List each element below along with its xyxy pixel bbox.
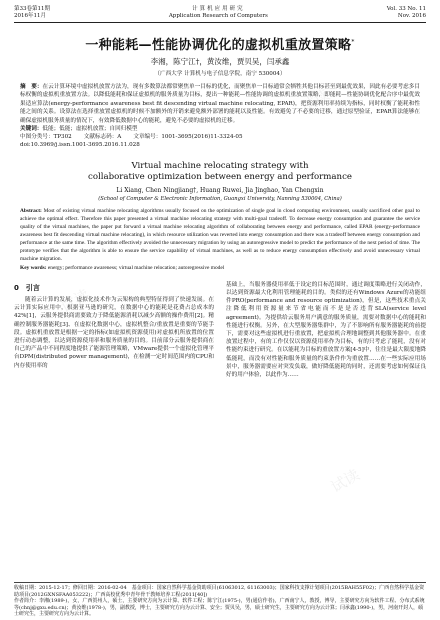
- title-footnote-mark: *: [351, 38, 355, 46]
- volume-issue-en: Vol. 33 No. 11: [386, 6, 426, 12]
- author-list: 李湘，陈宁江†，黄汝维，贾贝吴，闫承鑫: [150, 57, 290, 66]
- footnotes: [14, 582, 426, 618]
- running-header: [14, 6, 426, 20]
- article-number: 文章编号：1001-3695(2016)11-3324-05: [133, 134, 243, 141]
- issue-date-en: Nov. 2016: [397, 13, 426, 19]
- title-text: 一种能耗—性能协调优化的虚拟机重放置策略: [85, 38, 352, 53]
- watermark: 试读: [327, 465, 363, 497]
- english-title-line1: Virtual machine relocating strategy with: [131, 161, 309, 172]
- english-authors: Li Xiang, Chen Ningjiang†, Huang Ruwei, Jia Jinghao, Yan Chengxin: [116, 187, 324, 195]
- keywords-en: [20, 265, 420, 273]
- keywords-en-text: energy; performance awareness; virtual machine relocation; autoregressive model: [47, 264, 225, 271]
- abstract-en-label: Abstract:: [20, 208, 42, 215]
- affiliation: （广西大学 计算机与电子信息学院，南宁 530004）: [154, 71, 286, 77]
- keywords-cn-text: 低能；低能；虚拟机放置；自回归模型: [42, 126, 138, 133]
- classification-meta: [20, 133, 420, 141]
- document-code: 文献标志码：A: [83, 134, 122, 141]
- journal-name-en: Application Research of Computers: [168, 13, 268, 19]
- intro-paragraph-continued: 基础上，当服务器使用率低于设定的目标范围时，通过调度策略进行关闭动作，以达到资源最大化利用管理能耗的目的。类似的还有Windows Azure的功能组件PRO(performance and resource optimization)，但是，这些技术重点关注降低利用资源量来节省电能而不是是否违背SLA(service level agreement)。为提供给云服务用户满意的服务质量，需要对数据中心的能耗和性能进行权衡。另外，在大型服务器集群中，为了不影响所有服务器能耗的前提下，需要对这些虚拟机进行重放置，把虚拟机合理地调整到其他服务器中。在重放置过程中，有的工作仅仅以资源使用率作为目标，有的只考虑了能耗，没有对性能约束进行研究。在以能耗为目标的重放置方案[4-5]中，往往是最大限度地降低能耗，而没有对性能和服务质量的约束条件作为重放置……在一些实际应用场景中，服务器需要应对突发负载，做好降低能耗的同时，还需要考虑如何保证良好的用户体验，以此作为……: [226, 281, 426, 378]
- body-column-left: [14, 281, 214, 379]
- abstract-cn: [20, 83, 420, 125]
- doi: doi:10.3969/j.issn.1001-3695.2016.11.028: [20, 142, 140, 149]
- footnote-authors: 作者简介：李湘(1989-)，女，广西贺州人，硕士，主要研究方向为云计算、软件工程；陈宁江(1975-)，男(通信作者)，广西南宁人，教授，博导，主要研究方向为软件工程、分布式系统等(chnj@gxu.edu.cn)；黄汝维(1978-)，男，副教授，博士，主要研究方向为云计算、安全；贾贝吴，男，硕士研究生，主要研究方向为云计算；闫承鑫(1990-)，男，河南开封人，硕士研究生，主要研究方向为云计算。: [14, 598, 425, 618]
- abstract-cn-label: 摘 要：: [20, 84, 43, 90]
- english-title: [14, 161, 426, 183]
- footnote-dates-funding: 收稿日期：2015-12-17；修回日期：2016-02-04 基金项目：国家自然科学基金资助项目(61063012, 61163003)；国家科技支撑计划项目(2015BAH55F02)；广西自然科学基金资助项目(2012GXNSFAA053222)；广西高校优秀中青年骨干教师培养工程(2011[40]): [14, 585, 425, 598]
- issue-date: 2016年11月: [14, 13, 46, 19]
- header-center: [169, 6, 268, 20]
- english-title-line2: collaborative optimization between energy and performance: [88, 172, 352, 183]
- watermark: 试读: [297, 85, 333, 117]
- header-rule: [14, 22, 426, 23]
- header-right: [387, 6, 426, 20]
- journal-name-cn: 计算机应用研究: [192, 6, 245, 12]
- keywords-cn-label: 关键词：: [20, 126, 43, 133]
- section-heading-intro: 0 引言: [14, 283, 40, 292]
- keywords-cn: [20, 125, 420, 133]
- abstract-en-text: Most of existing virtual machine relocating algorithms usually focused on the optimization of single goal in cloud computing environment, usually sacrificed other goal to achieve the optimal effect. Therefore this paper presented a virtual machine relocating strategy with multi-goal tradeoff. To decrease energy consumption and guarantee the service quality of the virtual machines, the paper put forward a virtual machine relocating algorithm of collaborating between energy and performance, called EPAR (energy-performance awareness best fit descending virtual machine relocating), in which resource utilization was reverted into energy consumption and there was a tradeoff between energy consumption and performance at the same time. The algorithm effectively avoided the unnecessary migration by using an autoregressive model to predict the performance of the next period of time. The prototype verifies that the algorithm is able to ensure the service capability of virtual machines, as well as to reduce energy consumption effectively and avoid unnecessary virtual machine migration.: [20, 208, 420, 262]
- english-affiliation: (School of Computer & Electronic Information, Guangxi University, Nanning 530004, China): [98, 196, 342, 203]
- header-left: [14, 6, 50, 20]
- abstract-en: [20, 208, 420, 263]
- body-columns: [14, 281, 426, 379]
- body-column-right: [226, 281, 426, 379]
- paper-title: [14, 34, 426, 53]
- clc-number: 中图分类号：TP302: [20, 134, 72, 141]
- watermark: 试读: [57, 285, 93, 317]
- volume-issue: 第33卷第11期: [14, 6, 50, 12]
- intro-paragraph: 随着云计算的发展，虚拟化技术作为云架构的典型特征得到了快速发展。在云计算实际应用中，根据亚马逊的研究，在数据中心的能耗是花费占总成本的42%[1]，云服务提供商需要致力于降低能源消耗以减少高额的操作费用[2]。精确控制服务器能耗[3]、在虚拟化数据中心，虚拟机整合/重放置是重要的节能手段。虚拟机重放置是根据一定的指标(如虚拟机资源使用)对虚拟机所放置的位置进行动态调整，以达到资源使用率和服务质量的目的。目前部分云服务提供商在自己的产品中不同程度地提供了能源管理策略，VMware提供一个虚拟化管理平台DPM(distributed power management)，在检测一定时间范围内的CPU和内存使用率的: [14, 296, 214, 369]
- keywords-en-label: Key words:: [20, 264, 47, 271]
- abstract-cn-text: 在云计算环境中虚拟机放置方法为，现有多数算法都常聚焦单一目标的优化，而聚焦单一目标通常会牺牲其他目标甚至到最优效果，因此有必要考虑多目标权衡的虚拟机重放置方法。以降低能耗和保证虚拟机的服务质量为目标，提出一种能耗—性能协调的虚拟机重放置策略，即能耗—性能协调优化配合序中最优效果适应算法(energy-performance awareness best fit descending virtual machine relocating, EPAR)，把资源利用率持续为指标，同时权衡了能耗和性能之间的关系。设算法在选择重放置虚拟机的时候不加额外的开销来避免额外部署的能耗以及性能。有效避免了不必要的迁移，通过原型验证，EPAR算法能够在确保虚拟机服务质量的情况下，有效降低数据中心的能耗，避免不必要的虚拟机的迁移。: [20, 84, 420, 124]
